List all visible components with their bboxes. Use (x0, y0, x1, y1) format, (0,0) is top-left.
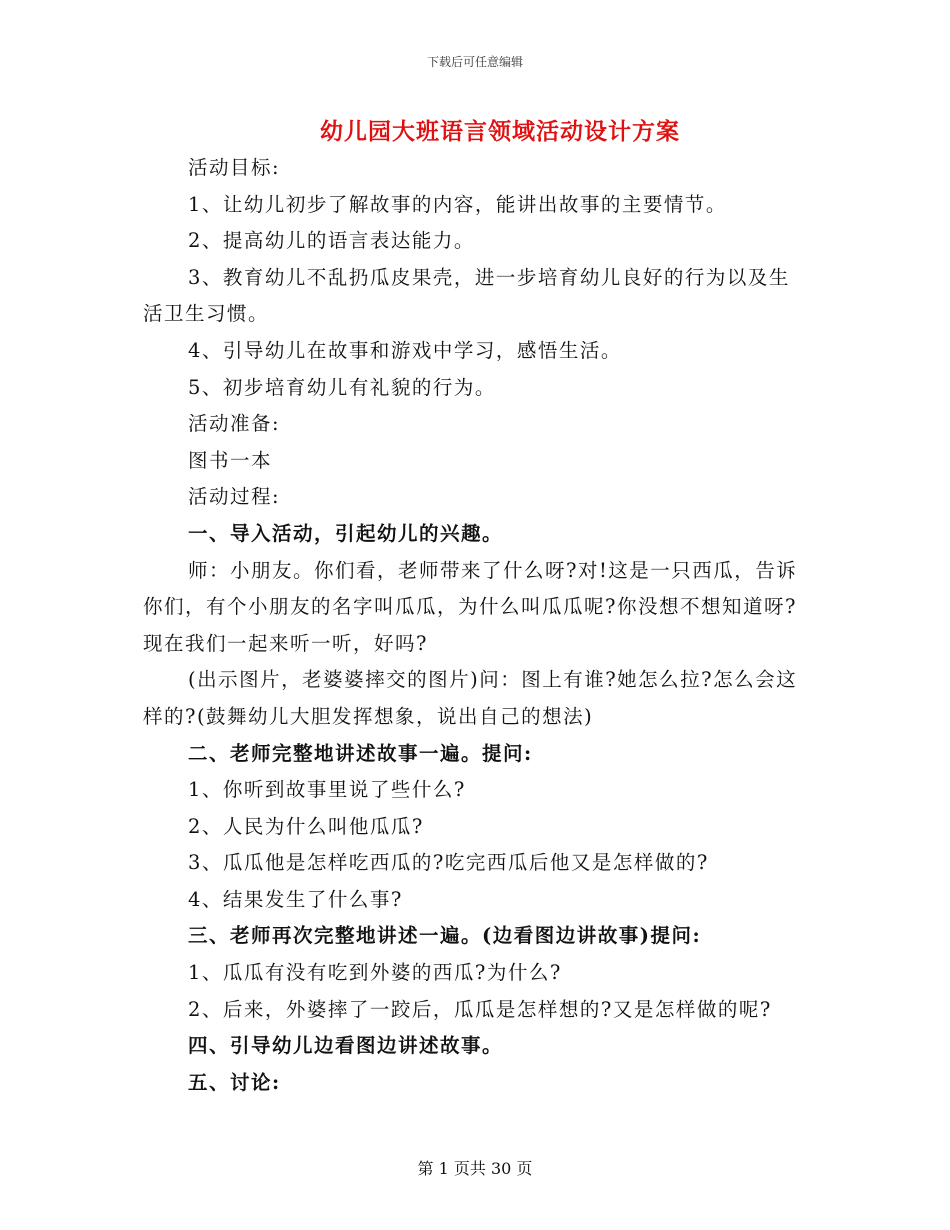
paragraph-show-picture: (出示图片，老婆婆摔交的图片)问：图上有谁?她怎么拉?怎么会这样的?(鼓舞幼儿大胆发挥想象，说出自己的想法) (143, 668, 798, 728)
document-title: 幼儿园大班语言领域活动设计方案 (320, 118, 680, 145)
paragraph-goal-2: 2、提高幼儿的语言表达能力。 (188, 229, 475, 253)
section-heading-3: 三、老师再次完整地讲述一遍。(边看图边讲故事)提问: (188, 924, 702, 948)
section-heading-4: 四、引导幼儿边看图边讲述故事。 (188, 1034, 504, 1058)
paragraph-goal-5: 5、初步培育幼儿有礼貌的行为。 (188, 375, 496, 399)
paragraph-prep-item: 图书一本 (188, 448, 273, 472)
section-heading-2: 二、老师完整地讲述故事一遍。提问: (188, 741, 533, 765)
question-3-2: 2、后来，外婆摔了一跤后，瓜瓜是怎样想的?又是怎样做的呢? (188, 997, 772, 1021)
paragraph-process-heading: 活动过程: (188, 485, 281, 509)
page-footer: 第 1 页共 30 页 (417, 1159, 533, 1178)
document-body (143, 150, 808, 1101)
section-heading-1: 一、导入活动，引起幼儿的兴趣。 (188, 521, 504, 545)
paragraph-goal-3: 3、教育幼儿不乱扔瓜皮果壳，进一步培育幼儿良好的行为以及生活卫生习惯。 (143, 265, 790, 326)
header-note: 下载后可任意编辑 (426, 55, 523, 69)
question-3-1: 1、瓜瓜有没有吃到外婆的西瓜?为什么? (188, 961, 562, 985)
question-2-1: 1、你听到故事里说了些什么? (188, 778, 466, 802)
paragraph-teacher-intro: 师：小朋友。你们看，老师带来了什么呀?对!这是一只西瓜，告诉你们，有个小朋友的名字叫瓜瓜，为什么叫瓜瓜呢?你没想不想知道呀?现在我们一起来听一听，好吗? (143, 558, 798, 655)
paragraph-goal-1: 1、让幼儿初步了解故事的内容，能讲出故事的主要情节。 (188, 192, 727, 216)
paragraph-goals-heading: 活动目标: (188, 156, 281, 179)
section-heading-5: 五、讨论: (188, 1070, 281, 1094)
paragraph-goal-4: 4、引导幼儿在故事和游戏中学习，感悟生活。 (188, 338, 622, 362)
question-2-4: 4、结果发生了什么事? (188, 887, 403, 911)
question-2-3: 3、瓜瓜他是怎样吃西瓜的?吃完西瓜后他又是怎样做的? (188, 851, 709, 875)
paragraph-prep-heading: 活动准备: (188, 412, 281, 436)
question-2-2: 2、人民为什么叫他瓜瓜? (188, 814, 424, 838)
